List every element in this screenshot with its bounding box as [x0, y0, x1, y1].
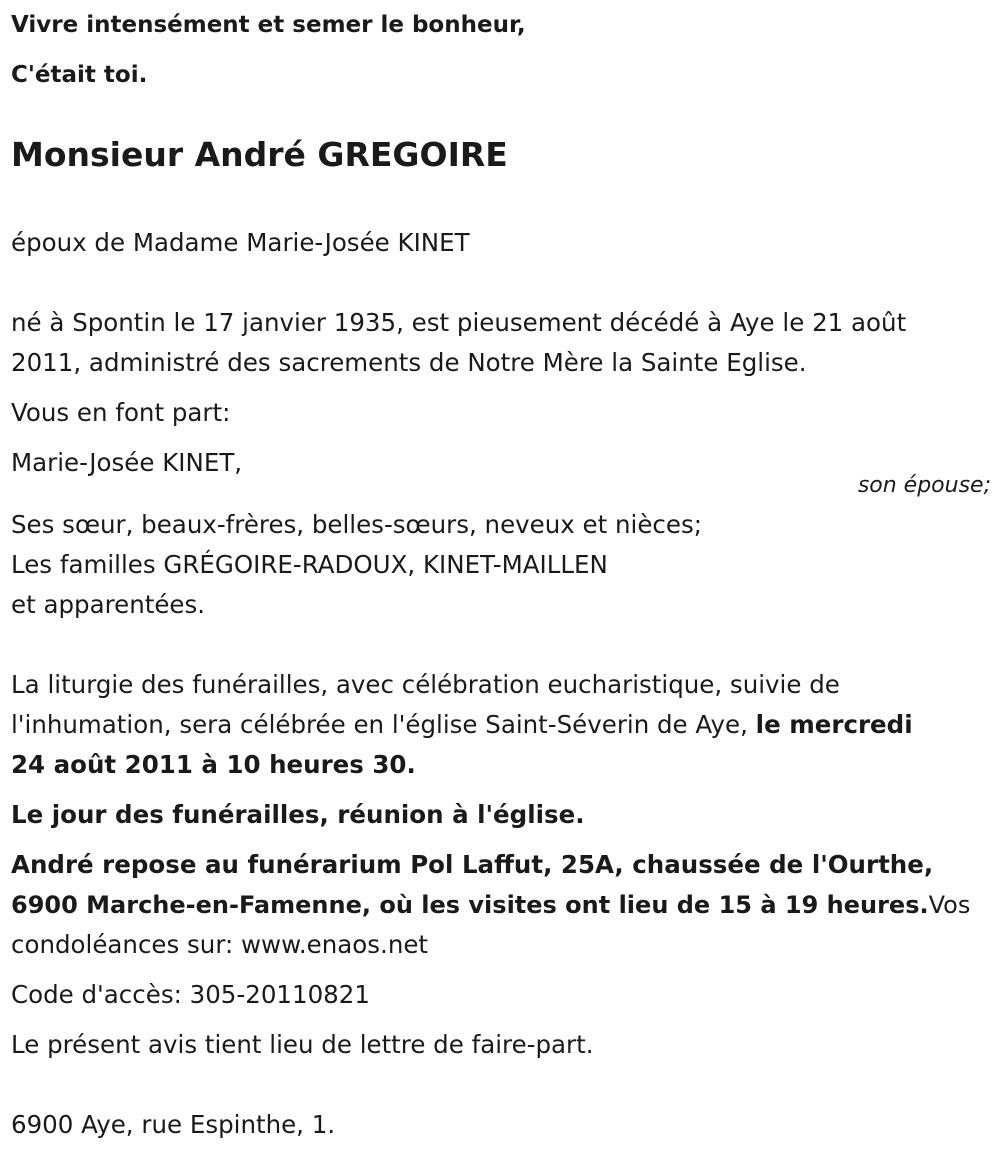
address: 6900 Aye, rue Espinthe, 1. — [11, 1110, 336, 1139]
family-relatives: Ses sœur, beaux-frères, belles-sœurs, neveux et nièces; — [11, 510, 702, 539]
quote-line-1: Vivre intensément et semer le bonheur, — [11, 12, 526, 38]
quote-line-2: C'était toi. — [11, 62, 148, 88]
funerarium-line-1: André repose au funérarium Pol Laffut, 25A, chaussée de l'Ourthe, — [11, 850, 934, 879]
family-families: Les familles GRÉGOIRE-RADOUX, KINET-MAILLEN — [11, 550, 608, 579]
funerarium-line-2-bold: 6900 Marche-en-Famenne, où les visites ont lieu de 15 à 19 heures. — [11, 891, 929, 919]
liturgy-line-2-regular: l'inhumation, sera célébrée en l'église Saint-Séverin de Aye, — [11, 710, 756, 739]
family-spouse-role: son épouse; — [857, 473, 991, 498]
family-spouse-name: Marie-Josée KINET, — [11, 448, 243, 477]
birth-death-line-2: 2011, administré des sacrements de Notre Mère la Sainte Eglise. — [11, 348, 807, 377]
deceased-name: Monsieur André GREGOIRE — [11, 135, 508, 174]
notice: Le présent avis tient lieu de lettre de faire-part. — [11, 1030, 594, 1059]
funerarium-line-2 — [11, 890, 970, 920]
announcement-intro: Vous en font part: — [11, 398, 231, 427]
funerarium-line-2-regular: Vos — [928, 891, 971, 919]
access-code: Code d'accès: 305-20110821 — [11, 980, 370, 1009]
funeral-day: Le jour des funérailles, réunion à l'église. — [11, 800, 585, 829]
funerarium-line-3: condoléances sur: www.enaos.net — [11, 930, 429, 959]
family-related: et apparentées. — [11, 590, 206, 619]
liturgy-line-3: 24 août 2011 à 10 heures 30. — [11, 750, 416, 779]
liturgy-line-2 — [11, 710, 913, 740]
spouse-line: époux de Madame Marie-Josée KINET — [11, 228, 470, 257]
liturgy-line-2-bold: le mercredi — [755, 710, 913, 739]
birth-death-line-1: né à Spontin le 17 janvier 1935, est pieusement décédé à Aye le 21 août — [11, 308, 907, 337]
liturgy-line-1: La liturgie des funérailles, avec célébration eucharistique, suivie de — [11, 670, 840, 699]
